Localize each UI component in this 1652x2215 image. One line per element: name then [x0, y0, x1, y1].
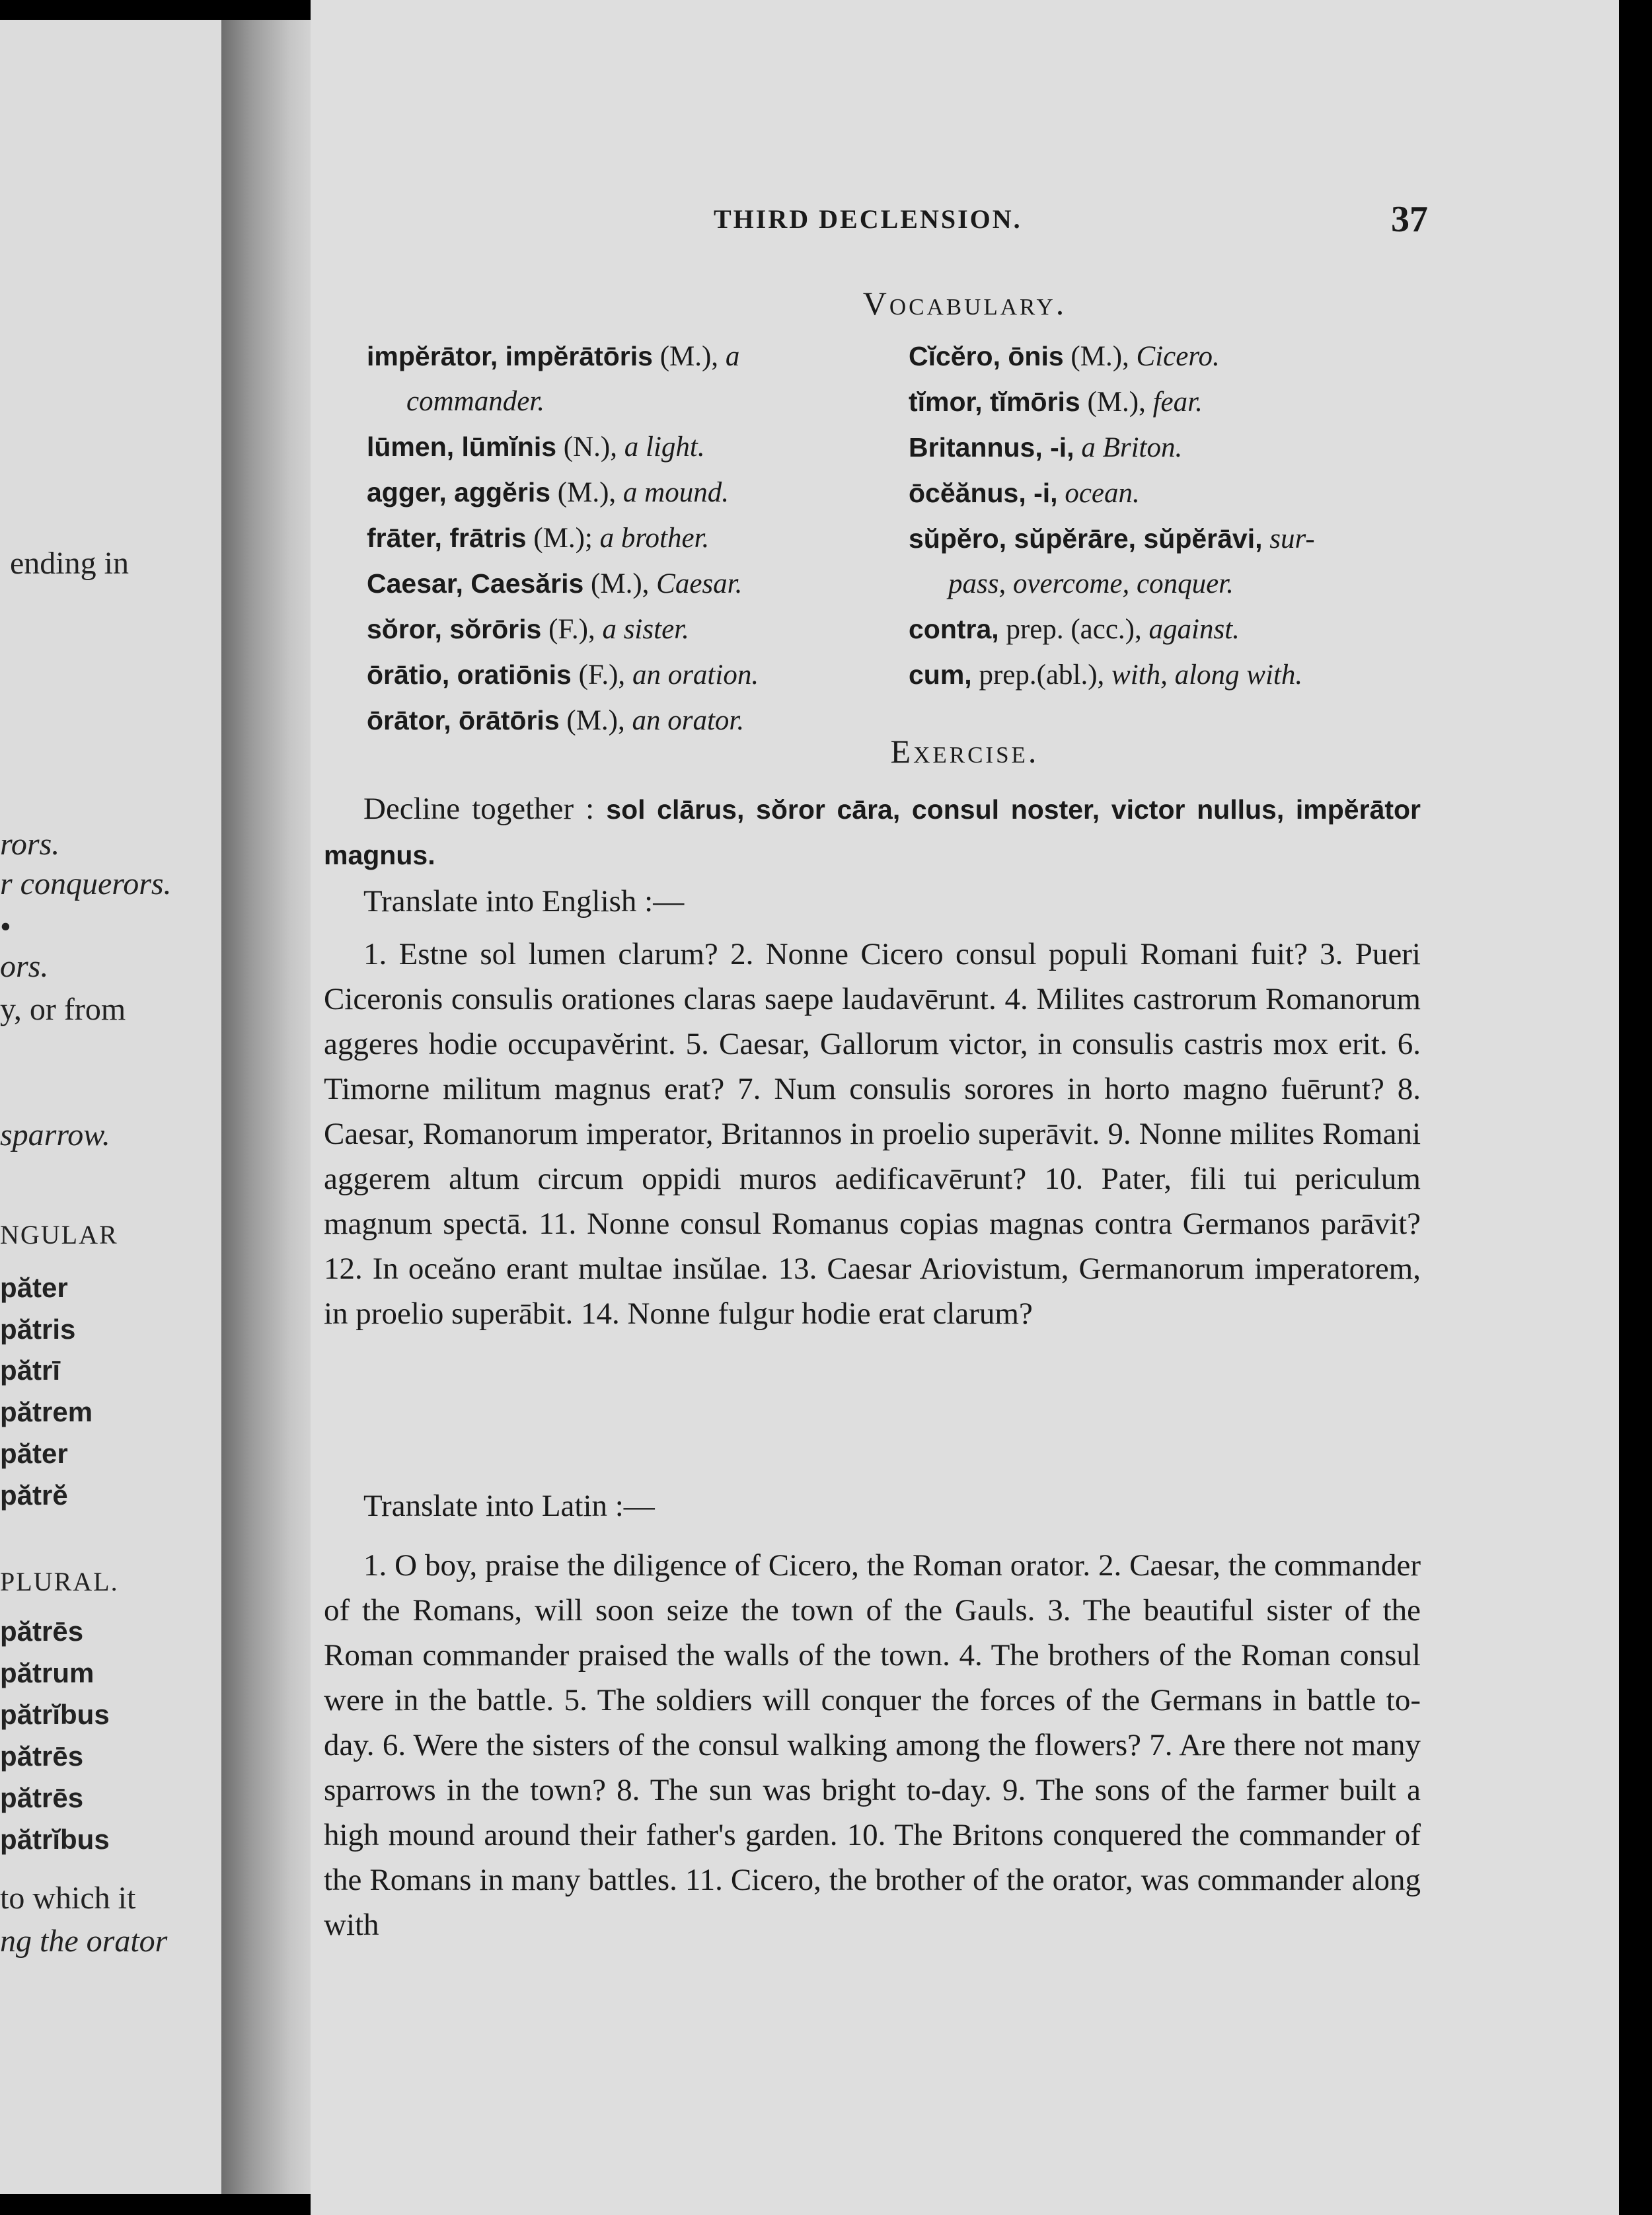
translate-english-heading	[324, 879, 1421, 924]
to-latin-text: 1. O boy, praise the diligence of Cicero, the Roman orator. 2. Caesar, the commander of the Romans, will soon seize the town of the Gauls. 3. The beautiful sister of the Roman commander praised the walls of the town. 4. The brothers of the Roman consul were in the battle. 5. The soldiers will conquer the forces of the Germans in battle to-day. 6. Were the sisters of the consul walking among the flowers? 7. Are there not many sparrows in the town? 8. The sun was bright to-day. 9. The sons of the farmer built a high mound around their father's garden. 10. The Britons conquered the commander of the Romans in many battles. 11. Cicero, the brother of the orator, was commander along with	[324, 1548, 1421, 1942]
vocab-entry: ōrātio, oratiōnis (F.), an oration.	[367, 659, 759, 691]
vocab-entry: agger, aggĕris (M.), a mound.	[367, 477, 729, 508]
left-fragment: pătrēs	[0, 1616, 84, 1647]
left-fragment: ending in	[10, 546, 129, 581]
left-fragment: pătrēs	[0, 1741, 84, 1772]
vocab-entry: sŏror, sŏrōris (F.), a sister.	[367, 614, 689, 645]
vocab-entry-continuation: pass, overcome, conquer.	[948, 568, 1234, 599]
left-fragment: pătrĭbus	[0, 1699, 110, 1730]
vocab-entry: Britannus, -i, a Briton.	[909, 432, 1183, 463]
vocabulary-title: Vocabulary.	[862, 285, 1067, 322]
to-latin-heading: Translate into Latin :—	[363, 1489, 655, 1523]
left-fragment: rors.	[0, 827, 60, 862]
vocab-entry: contra, prep. (acc.), against.	[909, 614, 1240, 645]
left-fragment: y, or from	[0, 992, 126, 1027]
vocabulary-left-column	[367, 334, 909, 743]
translate-latin-heading	[324, 1483, 1421, 1528]
translate-english-exercise	[324, 932, 1421, 1336]
left-fragment: pătrēs	[0, 1782, 84, 1813]
page-number: 37	[1391, 199, 1428, 240]
left-fragment: •	[0, 909, 11, 944]
left-fragment: ng the orator	[0, 1924, 168, 1959]
left-fragment: păter	[0, 1272, 68, 1303]
to-english-heading: Translate into English :—	[363, 884, 685, 919]
left-fragment: ors.	[0, 949, 49, 984]
vocab-entry-continuation: commander.	[406, 386, 544, 417]
vocabulary-right-column	[909, 334, 1477, 698]
left-fragment: pătrĕ	[0, 1480, 68, 1511]
left-fragment: pătrum	[0, 1657, 94, 1688]
left-fragment: NGULAR	[0, 1220, 118, 1250]
vocab-entry: ōcĕănus, -i, ocean.	[909, 478, 1140, 509]
vocab-entry: sŭpĕro, sŭpĕrāre, sŭpĕrāvi, sur-	[909, 523, 1315, 554]
vocab-entry: Caesar, Caesăris (M.), Caesar.	[367, 568, 743, 599]
right-page	[311, 0, 1619, 2215]
vocab-entry: Cĭcĕro, ōnis (M.), Cicero.	[909, 341, 1220, 372]
left-fragment: pătrī	[0, 1355, 61, 1386]
decline-instruction	[324, 786, 1421, 878]
decline-words: sol clārus, sŏror cāra, consul noster, victor nullus, impĕrātor magnus.	[324, 794, 1421, 870]
book-gutter-shadow	[221, 20, 320, 2194]
left-fragment: PLURAL.	[0, 1567, 119, 1596]
exercise-title: Exercise.	[890, 733, 1039, 770]
vocab-entry: lūmen, lūmĭnis (N.), a light.	[367, 432, 705, 463]
vocab-entry: cum, prep.(abl.), with, along with.	[909, 659, 1303, 691]
vocab-entry: impĕrātor, impĕrātōris (M.), a	[367, 341, 740, 372]
to-english-text: 1. Estne sol lumen clarum? 2. Nonne Cicero consul populi Romani fuit? 3. Pueri Ciceronis consulis orationes claras saepe laudavērunt. 4. Milites castrorum Romanorum aggeres hodie occupavĕrint. 5. Caesar, Gallorum victor, in consulis castris mox erit. 6. Timorne militum magnus erat? 7. Num consulis sorores in horto magno fuērunt? 8. Caesar, Romanorum imperator, Britannos in proelio superāvit. 9. Nonne milites Romani aggerem altum circum oppidi muros aedificavērunt? 10. Pater, fili tui periculum magnum spectā. 11. Nonne consul Romanus copias magnas contra Germanos parāvit? 12. In oceăno erant multae insŭlae. 13. Caesar Ariovistum, Germanorum imperatorem, in proelio superābit. 14. Nonne fulgur hodie erat clarum?	[324, 937, 1421, 1331]
left-fragment: pătrĭbus	[0, 1824, 110, 1855]
left-fragment: pătrem	[0, 1396, 93, 1427]
vocab-entry: frāter, frātris (M.); a brother.	[367, 523, 710, 554]
decline-intro: Decline together :	[363, 792, 595, 826]
left-fragment: păter	[0, 1438, 68, 1469]
translate-latin-exercise	[324, 1543, 1421, 1947]
vocab-entry: tĭmor, tĭmōris (M.), fear.	[909, 387, 1203, 418]
left-fragment: to which it	[0, 1881, 136, 1916]
left-page-fragment	[0, 20, 231, 2194]
left-fragment: r conquerors.	[0, 866, 172, 901]
running-title: THIRD DECLENSION.	[714, 204, 1022, 234]
vocab-entry: ōrātor, ōrātōris (M.), an orator.	[367, 705, 745, 736]
left-fragment: pătris	[0, 1314, 76, 1345]
left-fragment: sparrow.	[0, 1117, 110, 1152]
